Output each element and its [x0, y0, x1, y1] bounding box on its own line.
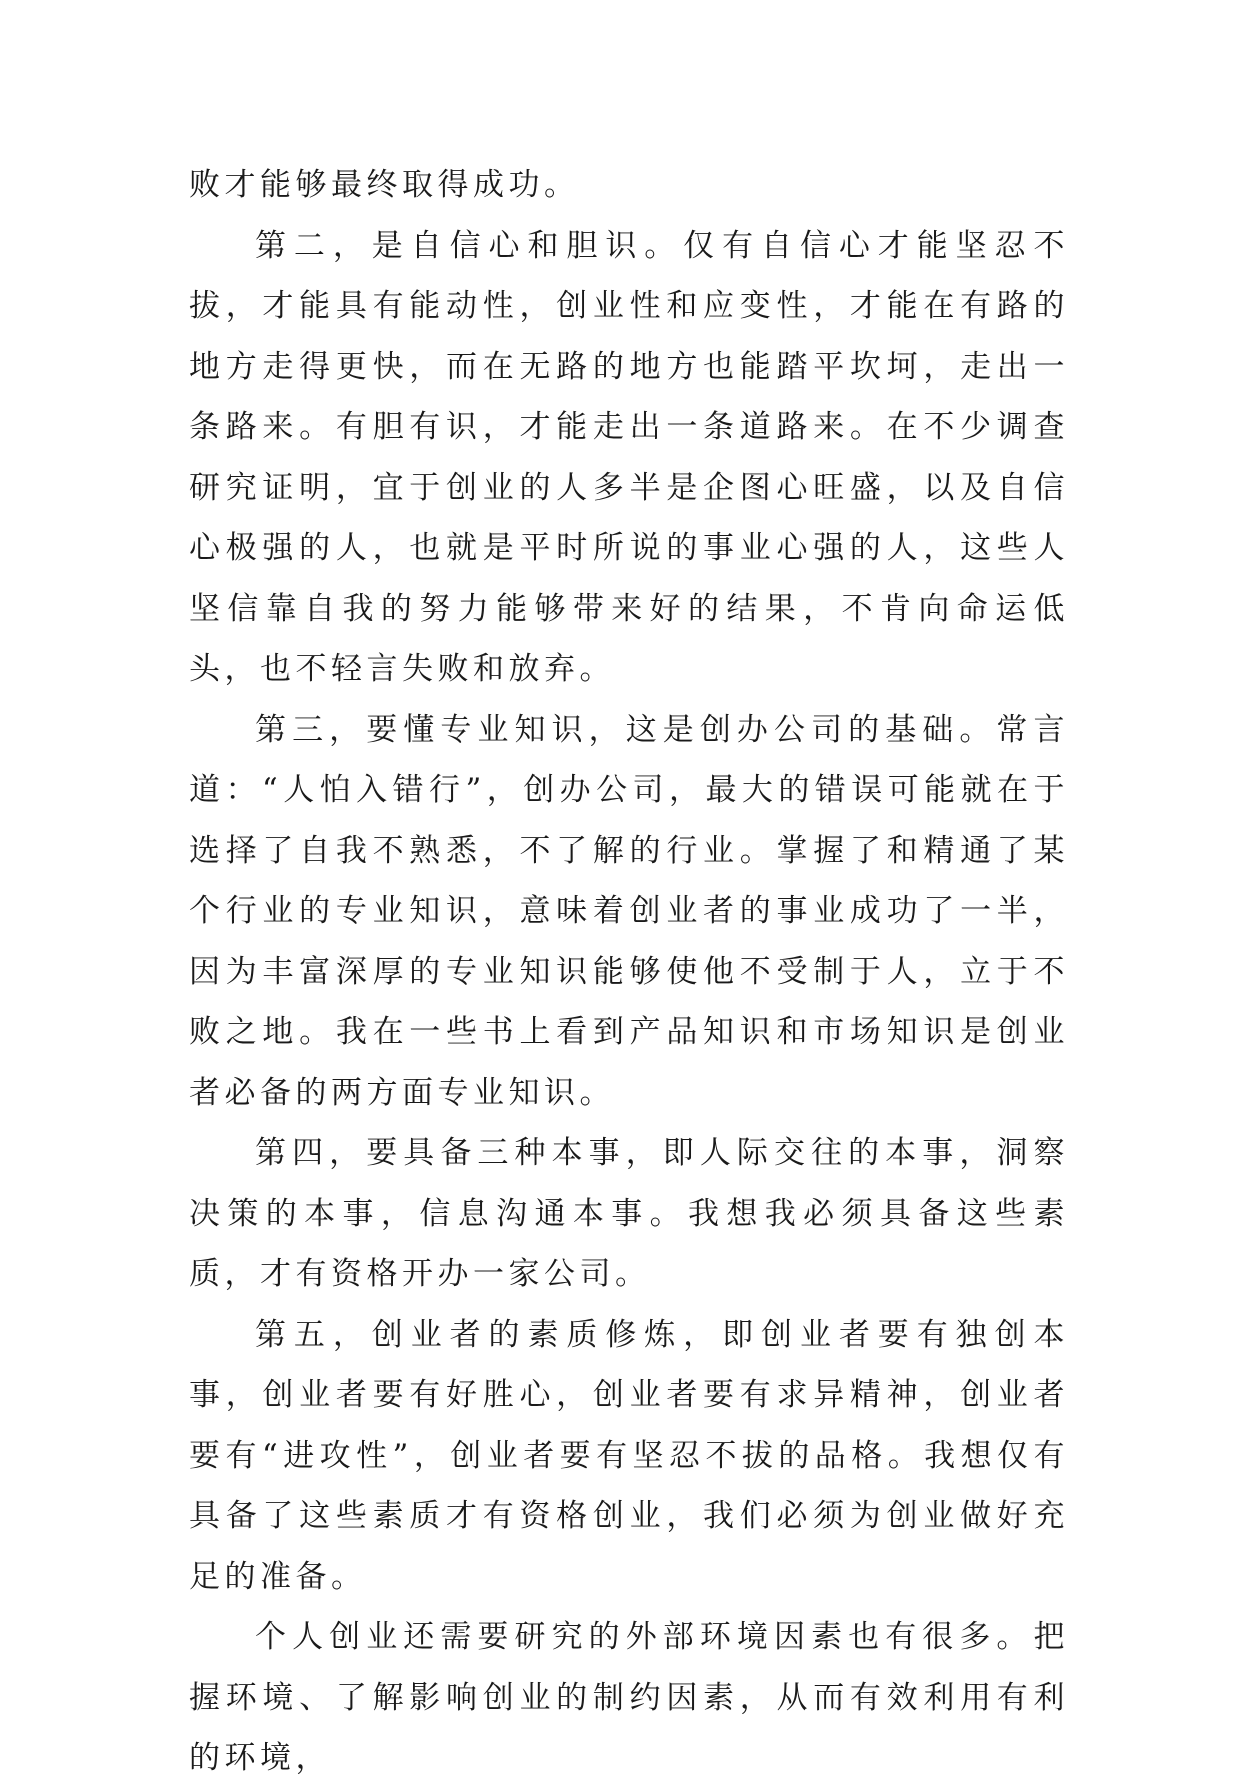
paragraph-fourth-point: 第四，要具备三种本事，即人际交往的本事，洞察决策的本事，信息沟通本事。我想我必须具备这些素质，才有资格开办一家公司。 — [189, 1135, 1069, 1292]
paragraph-fifth-point: 第五，创业者的素质修炼，即创业者要有独创本事，创业者要有好胜心，创业者要有求异精神，创业者要有“进攻性”，创业者要有坚忍不拔的品格。我想仅有具备了这些素质才有资格创业，我们必须为创业做好充足的准备。 — [189, 1316, 1069, 1595]
paragraph-continuation: 败才能够最终取得成功。 — [189, 167, 580, 203]
paragraph-external-environment: 个人创业还需要研究的外部环境因素也有很多。把握环境、了解影响创业的制约因素，从而有效利用有利的环境， — [189, 1619, 1069, 1776]
paragraph-second-point: 第二，是自信心和胆识。仅有自信心才能坚忍不拔，才能具有能动性，创业性和应变性，才能在有路的地方走得更快，而在无路的地方也能踏平坎坷，走出一条路来。有胆有识，才能走出一条道路来。在不少调查研究证明，宜于创业的人多半是企图心旺盛，以及自信心极强的人，也就是平时所说的事业心强的人，这些人坚信靠自我的努力能够带来好的结果，不肯向命运低头，也不轻言失败和放弃。 — [189, 227, 1069, 687]
paragraph-third-point: 第三，要懂专业知识，这是创办公司的基础。常言道：“人怕入错行”，创办公司，最大的错误可能就在于选择了自我不熟悉，不了解的行业。掌握了和精通了某个行业的专业知识，意味着创业者的事业成功了一半，因为丰富深厚的专业知识能够使他不受制于人，立于不败之地。我在一些书上看到产品知识和市场知识是创业者必备的两方面专业知识。 — [189, 711, 1069, 1111]
document-body — [189, 155, 1069, 1789]
